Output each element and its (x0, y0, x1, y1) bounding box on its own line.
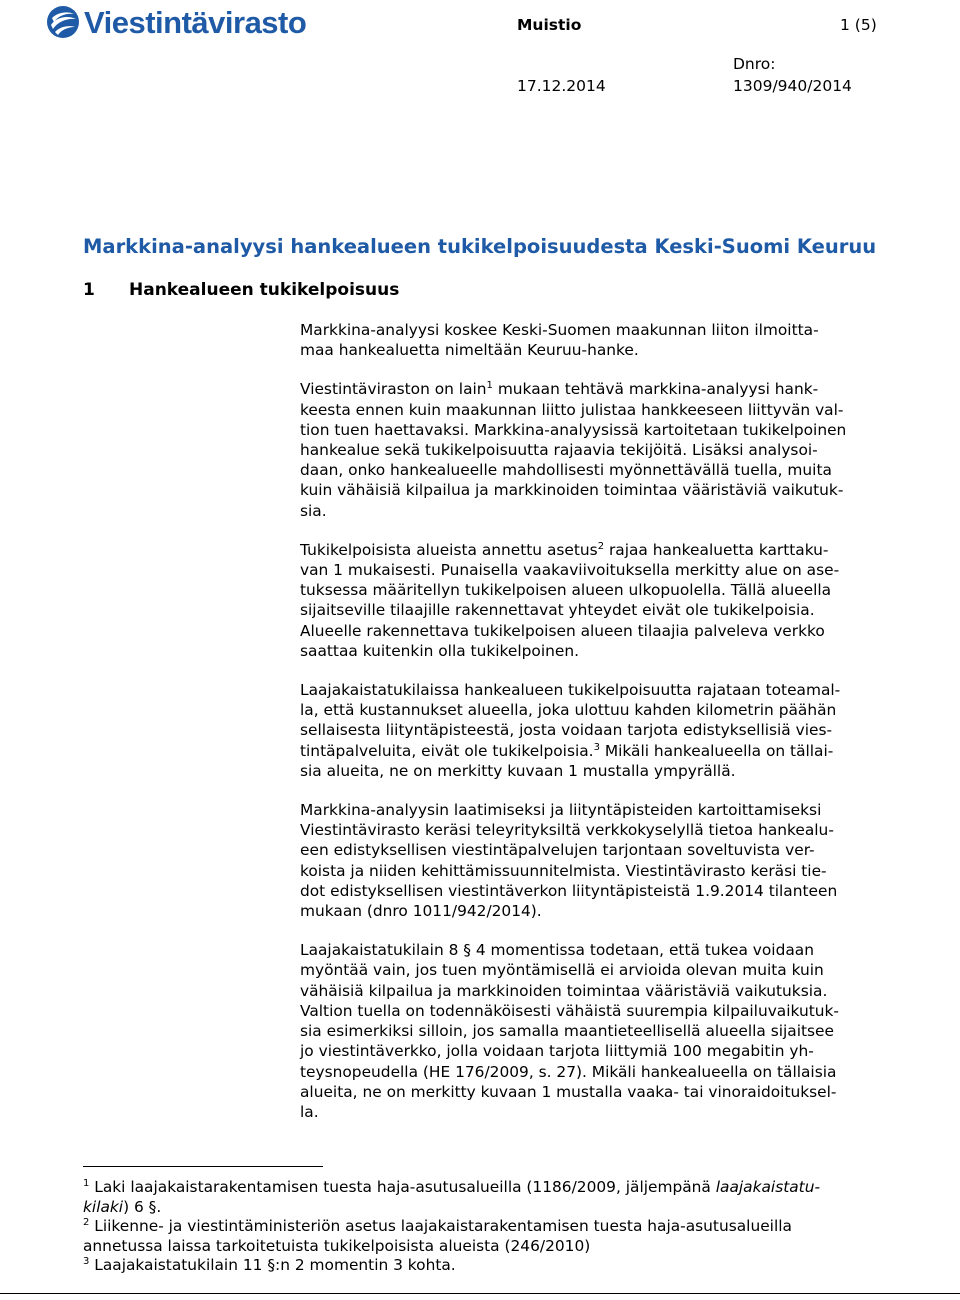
section-number: 1 (83, 280, 95, 300)
document-date: 17.12.2014 (517, 77, 606, 95)
document-type: Muistio (517, 16, 582, 34)
footnote-1: $^1$ Laki laajakaistarakentamisen tuesta haja-asutusalueilla (1186/2009, jäljempänä laajakaistatu- kilaki) 6 §. (83, 1178, 821, 1216)
footnote-3: $^3$ Laajakaistatukilain 11 §:n 2 momentin 3 kohta. (83, 1256, 456, 1274)
footnote-ref-3: 3 (593, 741, 600, 753)
page-title: Markkina-analyysi hankealueen tukikelpoisuudesta Keski-Suomi Keuruu (83, 235, 877, 258)
section-heading (83, 279, 399, 301)
footnote-separator (83, 1166, 323, 1167)
logo-wordmark: Viestintävirasto (84, 4, 307, 40)
section-title: Hankealueen tukikelpoisuus (129, 280, 400, 300)
paragraph-3: Tukikelpoisista alueista annettu asetus$^2$ rajaa hankealuetta karttaku- van 1 mukaisesti. Punaisella vaakaviivoituksella merkitty alue on ase- tuksessa määritellyn tukikelpoisen alueen ulkopuolella. Tällä alueella sijaitseville tilaajille rakennettavat yhteydet eivät ole tukikelpoisia. Alueelle rakennettava tukikelpoisen alueen tilaajia palveleva verkko saattaa kuitenkin olla tukikelpoinen. (300, 540, 840, 660)
body-text (300, 320, 897, 1141)
dnro-value: 1309/940/2014 (733, 77, 852, 95)
footnotes (83, 1178, 903, 1276)
paragraph-2: Viestintäviraston on lain$^1$ mukaan tehtävä markkina-analyysi hank- keesta ennen kuin maakunnan liitto julistaa hankkeeseen liittyvän val- tion tuen haettavaksi. Markkina-analyysissä kartoitetaan tukikelpoinen hankealue sekä tukikelpoisuutta rajaavia tekijöitä. Lisäksi analysoi- daan, onko hankealueelle mahdollisesti myönnettävällä tuella, muita kuin vähäisiä kilpailua ja markkinoiden toimintaa vääristäviä vaikutuk- sia. (300, 380, 847, 520)
dnro-label: Dnro: (733, 55, 776, 73)
paragraph-6: Laajakaistatukilain 8 § 4 momentissa todetaan, että tukea voidaan myöntää vain, jos tuen myöntämisellä ei arvioida olevan muita kuin vähäisiä kilpailua ja markkinoiden toimintaa vääristäviä vaikutuksia. Valtion tuella on todennäköisesti vähäistä suurempia kilpailuvaikutuk- sia esimerkiksi silloin, jos samalla maantieteellisellä alueella sijaitsee jo viestintäverkko, jolla voidaan tarjota liittymiä 100 megabitin yh- teysnopeudella (HE 176/2009, s. 27). Mikäli hankealueella on tällaisia alueita, ne on merkitty kuvaan 1 mustalla vaaka- tai vinoraidoituksel- la. (300, 941, 839, 1121)
footnote-ref-1: 1 (486, 380, 493, 392)
paragraph-1: Markkina-analyysi koskee Keski-Suomen maakunnan liiton ilmoitta- maa hankealuetta nimeltään Keuruu-hanke. (300, 321, 819, 360)
footnote-2: $^2$ Liikenne- ja viestintäministeriön asetus laajakaistarakentamisen tuesta haja-asutusalueilla annetussa laissa tarkoitetuista tukikelpoisista alueista (246/2010) (83, 1217, 792, 1255)
agency-logo (46, 4, 306, 40)
paragraph-4: Laajakaistatukilaissa hankealueen tukikelpoisuutta rajataan toteamal- la, että kustannukset alueella, joka ulottuu kahden kilometrin päähän sellaisesta liityntäpisteestä, josta voidaan tarjota edistyksellisiä vies- tintäpalveluita, eivät ole tukikelpoisia.$^3$ Mikäli hankealueella on tällai- sia alueita, ne on merkitty kuvaan 1 mustalla ympyrällä. (300, 681, 841, 780)
swirl-logo-icon (46, 5, 80, 39)
page-number: 1 (5) (840, 16, 877, 34)
footnote-ref-2: 2 (597, 540, 605, 552)
page-bottom-rule (0, 1293, 960, 1294)
paragraph-5: Markkina-analyysin laatimiseksi ja liityntäpisteiden kartoittamiseksi Viestintävirasto keräsi teleyrityksiltä verkkokyselyllä tietoa hankealu- een edistyksellisen viestintäpalvelujen tarjontaan soveltuvista ver- koista ja niiden kehittämissuunnitelmista. Viestintävirasto keräsi tie- dot edistyksellisen viestintäverkon liityntäpisteistä 1.9.2014 tilanteen mukaan (dnro 1011/942/2014). (300, 801, 838, 921)
